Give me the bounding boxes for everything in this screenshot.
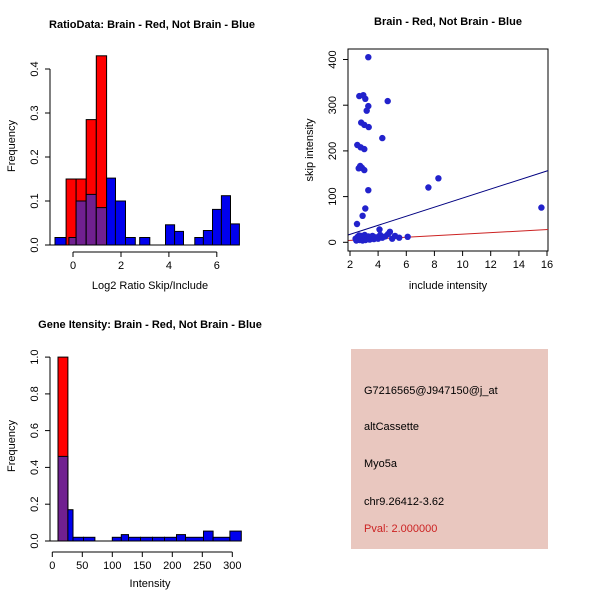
x-tick-label: 16 bbox=[540, 259, 554, 271]
scatter-point bbox=[385, 98, 391, 104]
plot-box bbox=[348, 49, 548, 251]
scatter-point bbox=[425, 184, 431, 190]
histogram-bar-purple bbox=[76, 201, 86, 245]
x-axis-label: Intensity bbox=[129, 578, 171, 590]
scatter-point bbox=[354, 221, 360, 227]
scatter-point bbox=[376, 226, 382, 232]
y-tick-label: 400 bbox=[327, 50, 339, 69]
x-tick-label: 8 bbox=[431, 259, 438, 271]
y-tick-label: 100 bbox=[327, 187, 339, 206]
plot-title: Gene Itensity: Brain - Red, Not Brain - Blue bbox=[38, 319, 262, 331]
histogram-bar-blue bbox=[165, 537, 177, 541]
x-tick-label: 2 bbox=[117, 260, 125, 272]
histogram-bar-blue bbox=[175, 231, 184, 245]
histogram-bar-blue bbox=[126, 238, 136, 246]
x-tick-label: 0 bbox=[69, 260, 77, 272]
histogram-bar-blue bbox=[84, 537, 95, 541]
plot-title: RatioData: Brain - Red, Not Brain - Blue bbox=[49, 19, 255, 31]
histogram-bar-blue bbox=[153, 537, 165, 541]
x-tick-label: 6 bbox=[213, 260, 220, 272]
scatter-point bbox=[366, 124, 372, 130]
x-tick-label: 4 bbox=[165, 260, 172, 272]
panel-intensity-scatter bbox=[300, 0, 600, 300]
y-tick-label: 0.4 bbox=[29, 61, 41, 77]
y-tick-label: 0.2 bbox=[29, 496, 41, 512]
histogram-bar-blue bbox=[166, 225, 175, 245]
scatter-point bbox=[359, 213, 365, 219]
histogram-bar-blue bbox=[213, 209, 222, 245]
histogram-bar-purple bbox=[96, 208, 106, 245]
plot-title: Brain - Red, Not Brain - Blue bbox=[374, 16, 522, 28]
histogram-bar-blue bbox=[195, 238, 204, 246]
y-tick-label: 200 bbox=[327, 141, 339, 161]
scatter-point bbox=[405, 234, 411, 240]
info-line-event-type: altCassette bbox=[364, 421, 420, 433]
x-tick-label: 300 bbox=[223, 560, 242, 572]
panel-ratio-histogram bbox=[0, 0, 300, 300]
histogram-bar-blue bbox=[204, 531, 214, 541]
y-tick-label: 0 bbox=[327, 239, 339, 246]
histogram-bar-blue bbox=[68, 510, 73, 541]
x-tick-label: 250 bbox=[193, 560, 212, 572]
scatter-point bbox=[361, 146, 367, 152]
histogram-bar-blue bbox=[140, 238, 150, 246]
y-axis-label: Frequency bbox=[6, 420, 18, 472]
y-axis-label: Frequency bbox=[6, 120, 18, 172]
histogram-bar-blue bbox=[112, 537, 121, 541]
scatter-point bbox=[362, 96, 368, 102]
panel-info-box bbox=[351, 349, 548, 549]
y-tick-label: 0.6 bbox=[29, 422, 41, 439]
x-tick-label: 10 bbox=[456, 259, 469, 271]
y-axis-label: skip intensity bbox=[304, 118, 316, 182]
histogram-bar-blue bbox=[203, 231, 212, 246]
y-tick-label: 0.0 bbox=[29, 533, 41, 549]
y-tick-label: 0.2 bbox=[29, 149, 41, 165]
y-tick-label: 0.8 bbox=[29, 386, 41, 402]
histogram-bar-blue bbox=[221, 196, 230, 245]
histogram-bar-blue bbox=[231, 224, 240, 245]
scatter-point bbox=[365, 187, 371, 193]
scatter-point bbox=[379, 135, 385, 141]
histogram-bar-blue bbox=[121, 535, 128, 541]
x-tick-label: 6 bbox=[403, 259, 410, 271]
histogram-bar-purple bbox=[69, 238, 76, 246]
info-line-gene-name: Myo5a bbox=[364, 458, 398, 470]
not-brain-fit-line bbox=[348, 171, 548, 235]
scatter-point bbox=[435, 175, 441, 181]
y-tick-label: 300 bbox=[327, 96, 339, 115]
histogram-bar-blue bbox=[107, 178, 116, 245]
histogram-bar-purple bbox=[58, 456, 68, 541]
scatter-point bbox=[361, 167, 367, 173]
histogram-bar-blue bbox=[129, 537, 141, 541]
x-tick-label: 2 bbox=[346, 259, 354, 271]
y-tick-label: 0.4 bbox=[29, 459, 41, 476]
histogram-bar-blue bbox=[186, 537, 204, 541]
y-tick-label: 0.3 bbox=[29, 105, 41, 121]
scatter-point bbox=[365, 54, 371, 60]
x-axis-label: include intensity bbox=[408, 280, 488, 292]
scatter-point bbox=[396, 235, 402, 241]
x-tick-label: 12 bbox=[484, 259, 497, 271]
x-tick-label: 50 bbox=[76, 560, 89, 572]
histogram-bar-red bbox=[66, 179, 76, 245]
x-tick-label: 4 bbox=[375, 259, 382, 271]
info-line-probe-id: G7216565@J947150@j_at bbox=[364, 385, 498, 397]
panel-gene-histogram bbox=[0, 300, 300, 600]
y-tick-label: 1.0 bbox=[29, 349, 41, 365]
histogram-bar-blue bbox=[213, 537, 230, 541]
x-tick-label: 14 bbox=[512, 259, 526, 271]
scatter-point bbox=[538, 204, 544, 210]
x-tick-label: 100 bbox=[103, 560, 122, 572]
y-tick-label: 0.0 bbox=[29, 237, 41, 253]
x-tick-label: 200 bbox=[163, 560, 182, 572]
histogram-bar-blue bbox=[55, 238, 66, 246]
histogram-bar-blue bbox=[230, 531, 241, 541]
info-line-pvalue: Pval: 2.000000 bbox=[364, 523, 438, 535]
histogram-bar-blue bbox=[73, 537, 84, 541]
histogram-bar-blue bbox=[177, 535, 186, 541]
histogram-bar-blue bbox=[115, 201, 125, 245]
histogram-bar-purple bbox=[86, 194, 96, 245]
x-tick-label: 0 bbox=[49, 560, 56, 572]
y-tick-label: 0.1 bbox=[29, 193, 41, 209]
info-line-locus: chr9.26412-3.62 bbox=[364, 496, 445, 508]
histogram-bar-blue bbox=[141, 537, 153, 541]
scatter-point bbox=[364, 108, 370, 114]
scatter-point bbox=[362, 205, 368, 211]
x-axis-label: Log2 Ratio Skip/Include bbox=[91, 280, 209, 292]
x-tick-label: 150 bbox=[133, 560, 152, 572]
